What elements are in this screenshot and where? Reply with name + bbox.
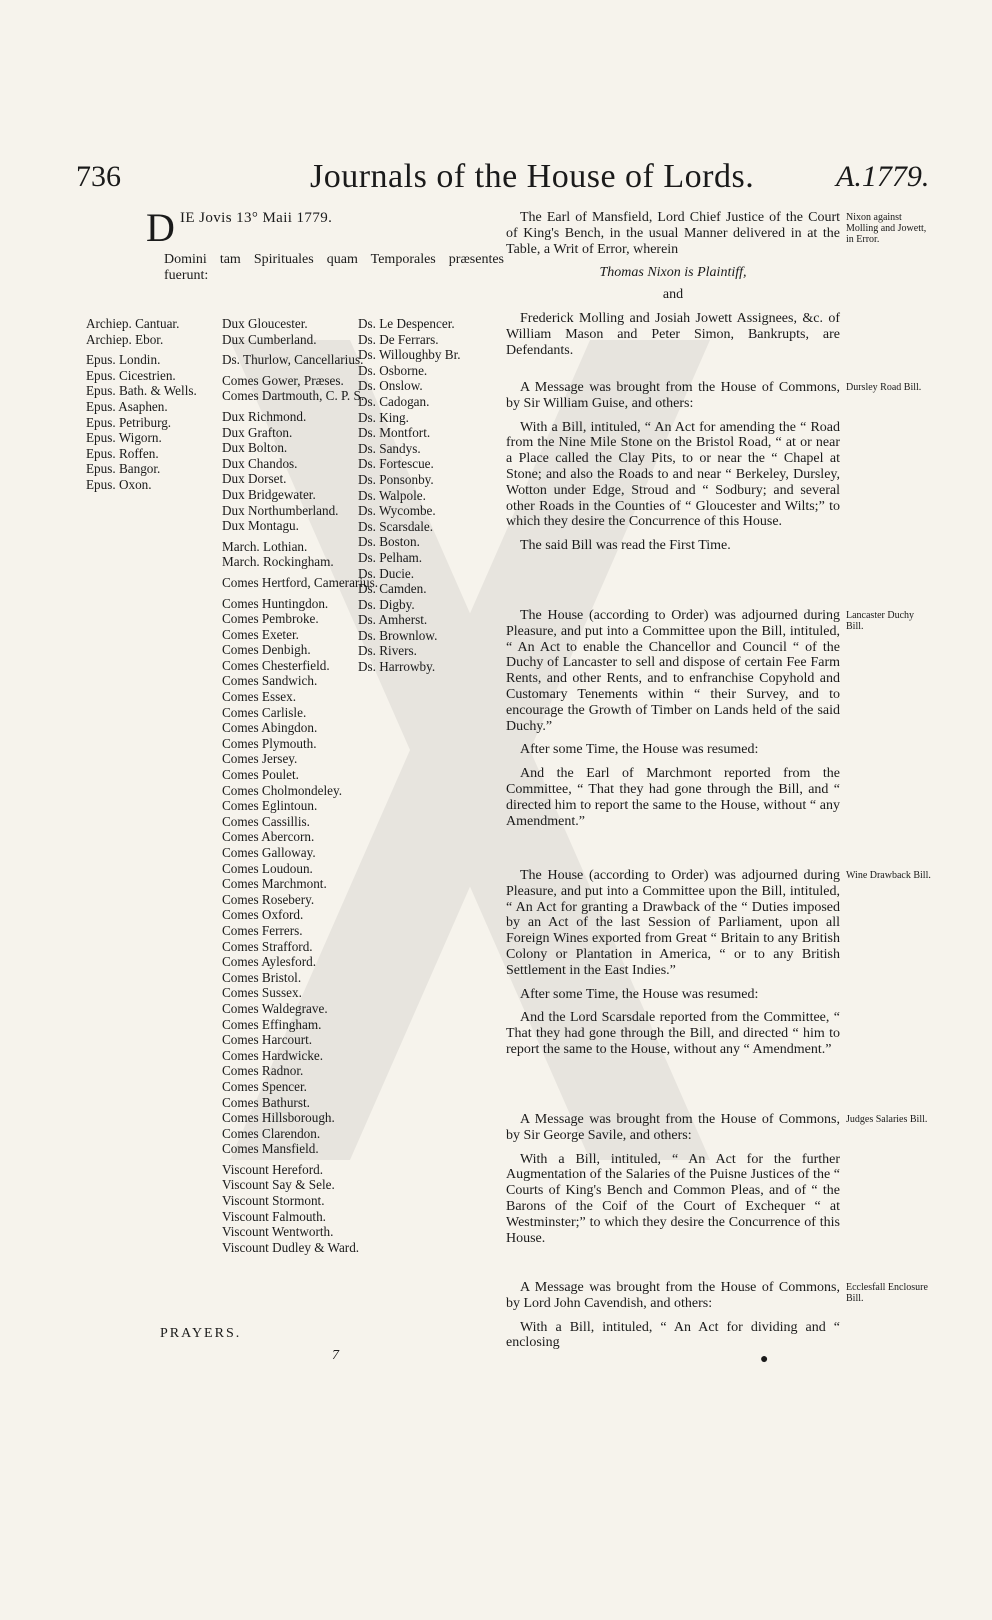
lord-entry: Comes Spencer.	[222, 1078, 307, 1094]
lord-entry: Ds. Sandys.	[358, 440, 421, 456]
lord-entry: Ds. Cadogan.	[358, 393, 430, 409]
lord-entry: Comes Rosebery.	[222, 891, 315, 907]
lord-entry: Ds. Rivers.	[358, 643, 417, 659]
margin-note-judges: Judges Salaries Bill.	[846, 1114, 928, 1125]
entry-text: The House (according to Order) was adjourned during Pleasure, and put into a Committee upon the Bill, intituled, “ An Act to enable the Chancellor and Council “ of the Duchy of Lancaster to sell and dispose of certain Fee Farm Rents, and other Rents, and to enfranchise Copyhold and Customary Tenements within “ their Survey, and to encourage the Growth of Timber on Lands held of the said Duchy.”	[506, 608, 840, 734]
lord-entry: Comes Gower, Præses.	[222, 372, 344, 388]
lord-entry: Comes Pembroke.	[222, 611, 319, 627]
lord-entry: Comes Huntingdon.	[222, 595, 329, 611]
lord-entry: March. Rockingham.	[222, 554, 334, 570]
lord-entry: Ds. Ducie.	[358, 565, 415, 581]
lord-entry: Dux Montagu.	[222, 518, 299, 534]
lord-entry: Comes Strafford.	[222, 938, 313, 954]
entry-text: A Message was brought from the House of Commons, by Sir William Guise, and others:	[506, 380, 840, 411]
margin-note-nixon: Nixon against Molling and Jowett, in Error.	[846, 212, 927, 245]
entry-nixon	[506, 210, 840, 358]
lord-entry: Dux Bolton.	[222, 440, 288, 456]
lord-entry: Comes Abingdon.	[222, 720, 318, 736]
running-year: A.1779.	[836, 160, 930, 193]
lord-entry: Ds. Walpole.	[358, 487, 426, 503]
lord-entry: Dux Gloucester.	[222, 316, 308, 331]
lord-entry: Comes Aylesford.	[222, 954, 317, 970]
presentes-heading: Domini tam Spirituales quam Temporales præsentes fuerunt:	[164, 252, 504, 283]
lord-entry: Comes Poulet.	[222, 767, 299, 783]
lord-entry: Viscount Say & Sele.	[222, 1177, 335, 1193]
lord-entry: Dux Bridgewater.	[222, 486, 316, 502]
entry-judges	[506, 1112, 840, 1246]
entry-text: And the Lord Scarsdale reported from the Committee, “ That they had gone through the Bill, and directed “ him to report the same to the House, without any “ Amendment.”	[506, 1010, 840, 1057]
lord-entry: Ds. Boston.	[358, 534, 420, 550]
dateline: IE Jovis 13° Maii 1779.	[180, 210, 333, 226]
lord-entry: Ds. Wycombe.	[358, 503, 436, 519]
lord-entry: Archiep. Ebor.	[86, 331, 164, 347]
lord-entry: March. Lothian.	[222, 538, 308, 554]
lord-entry: Epus. Bangor.	[86, 461, 161, 477]
lord-entry: Dux Cumberland.	[222, 331, 317, 347]
lord-entry: Comes Sussex.	[222, 985, 302, 1001]
lord-entry: Comes Hertford, Camerarius.	[222, 574, 379, 590]
lord-entry: Comes Jersey.	[222, 751, 298, 767]
entry-text: The said Bill was read the First Time.	[520, 538, 731, 554]
lord-entry: Comes Dartmouth, C. P. S.	[222, 388, 365, 404]
lord-entry: Ds. Osborne.	[358, 362, 428, 378]
lord-entry: Dux Grafton.	[222, 424, 293, 440]
lord-entry: Comes Oxford.	[222, 907, 304, 923]
entry-text: With a Bill, intituled, “ An Act for dividing and “ enclosing	[506, 1319, 840, 1351]
lord-entry: Comes Abercorn.	[222, 829, 315, 845]
margin-note-dursley: Dursley Road Bill.	[846, 382, 922, 393]
lord-entry: Ds. Le Despencer.	[358, 316, 455, 331]
lord-entry: Comes Hillsborough.	[222, 1110, 335, 1126]
margin-note-lancaster: Lancaster Duchy Bill.	[846, 610, 915, 632]
margin-note-wine: Wine Drawback Bill.	[846, 870, 931, 881]
lord-entry: Ds. King.	[358, 409, 409, 425]
lord-entry: Epus. Roffen.	[86, 445, 159, 461]
lord-entry: Comes Radnor.	[222, 1063, 304, 1079]
entry-text: The Earl of Mansfield, Lord Chief Justice of the Court of King's Bench, in the usual Manner delivered in at the Table, a Writ of Error, wherein	[506, 210, 840, 257]
lord-entry: Epus. Petriburg.	[86, 414, 172, 430]
entry-text: After some Time, the House was resumed:	[520, 742, 759, 758]
lord-entry: Comes Hardwicke.	[222, 1047, 324, 1063]
lords-list-spiritual	[86, 316, 197, 493]
lord-entry: Comes Essex.	[222, 689, 296, 705]
lord-entry: Comes Denbigh.	[222, 642, 311, 658]
lord-entry: Ds. Thurlow, Cancellarius.	[222, 352, 364, 368]
lord-entry: Ds. Fortescue.	[358, 456, 434, 472]
lord-entry: Comes Mansfield.	[222, 1141, 319, 1157]
lord-entry: Ds. Montfort.	[358, 425, 431, 441]
lord-entry: Epus. Wigorn.	[86, 430, 162, 446]
entry-dursley	[506, 380, 840, 554]
page-number: 736	[76, 160, 121, 193]
ink-mark: ●	[760, 1352, 769, 1367]
lord-entry: Epus. Cicestrien.	[86, 367, 176, 383]
lord-entry: Ds. Amherst.	[358, 612, 428, 628]
lord-entry: Dux Northumberland.	[222, 502, 339, 518]
lord-entry: Epus. Londin.	[86, 352, 161, 368]
lord-entry: Viscount Hereford.	[222, 1161, 324, 1177]
lord-entry: Comes Plymouth.	[222, 735, 317, 751]
lord-entry: Comes Exeter.	[222, 626, 299, 642]
lord-entry: Comes Clarendon.	[222, 1125, 321, 1141]
lords-list-temporal-1	[222, 316, 378, 1255]
lords-list-temporal-2	[358, 316, 461, 675]
margin-note-ecclesfall: Ecclesfall Enclosure Bill.	[846, 1282, 928, 1304]
lord-entry: Ds. Harrowby.	[358, 659, 436, 675]
lord-entry: Epus. Bath. & Wells.	[86, 383, 197, 399]
lord-entry: Epus. Oxon.	[86, 476, 152, 492]
lord-entry: Comes Cassillis.	[222, 813, 310, 829]
entry-text: With a Bill, intituled, “ An Act for amending the “ Road from the Nine Mile Stone on the Bristol Road, “ at or near a Place called the Clay Pits, to or near the “ Chapel at Stone; and also the Roads to and near “ Berkeley, Dursley, Wotton under Edge, Stroud and “ Sodbury; and several other Roads in the Counties of “ Gloucester and Wilts;” to which they desire the Concurrence of this House.	[506, 419, 840, 530]
lord-entry: Comes Galloway.	[222, 845, 316, 860]
lord-entry: Comes Harcourt.	[222, 1032, 313, 1048]
lord-entry: Dux Dorset.	[222, 471, 287, 487]
entry-text: After some Time, the House was resumed:	[520, 986, 759, 1002]
lord-entry: Comes Marchmont.	[222, 876, 327, 892]
lord-entry: Viscount Dudley & Ward.	[222, 1239, 360, 1255]
defendants-line: Frederick Molling and Josiah Jowett Assignees, &c. of William Mason and Peter Simon, Bankrupts, are Defendants.	[506, 310, 840, 358]
lord-entry: Comes Bristol.	[222, 969, 302, 985]
lord-entry: Comes Loudoun.	[222, 860, 313, 876]
lord-entry: Viscount Falmouth.	[222, 1208, 326, 1224]
lord-entry: Comes Waldegrave.	[222, 1000, 328, 1016]
drop-cap: D	[146, 205, 175, 250]
lord-entry: Comes Sandwich.	[222, 673, 318, 689]
lord-entry: Ds. Scarsdale.	[358, 518, 434, 534]
lord-entry: Dux Richmond.	[222, 408, 307, 424]
entry-ecclesfall	[506, 1280, 840, 1351]
entry-text: A Message was brought from the House of Commons, by Sir George Savile, and others:	[506, 1112, 840, 1143]
lord-entry: Comes Bathurst.	[222, 1094, 310, 1110]
signature-mark: 7	[332, 1348, 339, 1363]
entry-lancaster	[506, 608, 840, 829]
lord-entry: Comes Cholmondeley.	[222, 782, 343, 798]
lord-entry: Comes Chesterfield.	[222, 657, 330, 673]
entry-text: A Message was brought from the House of Commons, by Lord John Cavendish, and others:	[506, 1280, 840, 1311]
lord-entry: Viscount Stormont.	[222, 1193, 325, 1209]
lord-entry: Ds. Digby.	[358, 596, 415, 612]
lord-entry: Comes Effingham.	[222, 1016, 322, 1032]
entry-wine	[506, 868, 840, 1058]
entry-text: And the Earl of Marchmont reported from the Committee, “ That they had gone through the Bill, and “ directed him to report the same to the House, without “ any Amendment.”	[506, 766, 840, 829]
entry-text: The House (according to Order) was adjourned during Pleasure, and put into a Committee upon the Bill, intituled, “ An Act for granting a Drawback of the “ Duties imposed by an Act of the last Session of Parliament, upon all Foreign Wines exported from Great “ Britain to any British Colony or Plantation in America, “ or to any British Settlement in the East Indies.”	[506, 868, 840, 978]
lord-entry: Comes Eglintoun.	[222, 798, 318, 814]
lord-entry: Comes Carlisle.	[222, 704, 307, 720]
lord-entry: Ds. Pelham.	[358, 549, 423, 565]
lord-entry: Dux Chandos.	[222, 455, 298, 471]
lord-entry: Ds. Ponsonby.	[358, 471, 434, 487]
and-line: and	[662, 287, 684, 303]
lord-entry: Ds. Camden.	[358, 581, 427, 597]
entry-text: With a Bill, intituled, “ An Act for the further Augmentation of the Salaries of the Puisne Justices of the “ Courts of King's Bench and Common Pleas, and of “ the Barons of the Coif of the Court of Exchequer “ at Westminster;” to which they desire the Concurrence of this House.	[506, 1151, 840, 1246]
lord-entry: Comes Ferrers.	[222, 922, 303, 938]
lord-entry: Ds. De Ferrars.	[358, 331, 439, 347]
lord-entry: Viscount Wentworth.	[222, 1224, 334, 1240]
lord-entry: Epus. Asaphen.	[86, 398, 168, 414]
plaintiff-line: Thomas Nixon is Plaintiff,	[599, 265, 747, 281]
lord-entry: Ds. Onslow.	[358, 378, 423, 394]
lord-entry: Ds. Brownlow.	[358, 627, 438, 643]
prayers-heading: PRAYERS.	[160, 1326, 242, 1341]
lord-entry: Ds. Willoughby Br.	[358, 347, 461, 363]
running-title: Journals of the House of Lords.	[310, 158, 755, 195]
lord-entry: Archiep. Cantuar.	[86, 316, 180, 331]
